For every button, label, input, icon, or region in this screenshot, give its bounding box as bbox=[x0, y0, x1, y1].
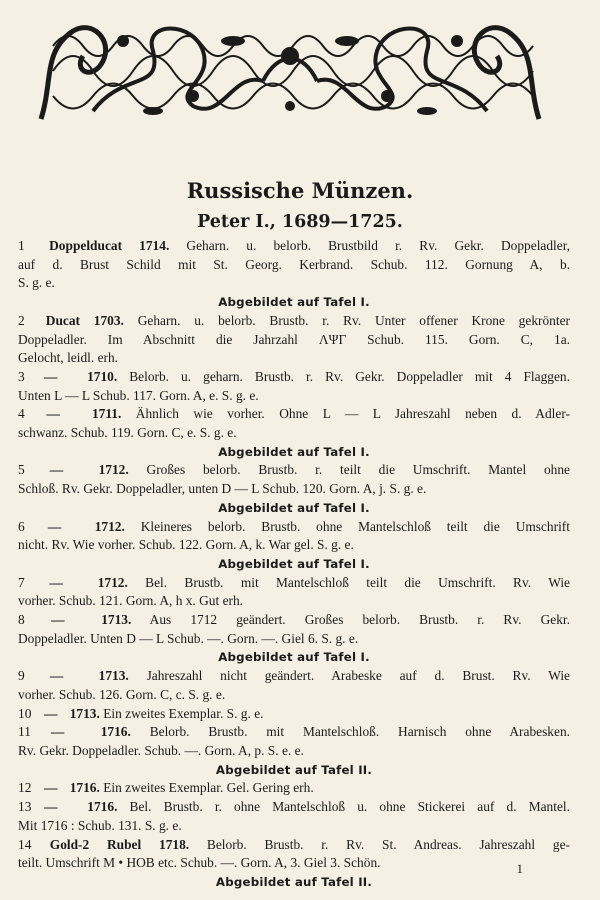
catalogue-entries bbox=[18, 237, 570, 892]
entry-number: 10 bbox=[18, 705, 32, 721]
ditto-dash: — bbox=[44, 705, 58, 721]
entry-text: Belorb. Brustb. mit Mantelschloß. Harnisch ohne Arabesken. bbox=[130, 724, 570, 740]
entry-line bbox=[18, 854, 570, 873]
catalogue-entry bbox=[18, 237, 570, 312]
catalogue-entry bbox=[18, 779, 570, 798]
plate-reference: Abgebildet auf Tafel I. bbox=[218, 444, 370, 459]
entry-line bbox=[18, 349, 570, 368]
entry-text: Gelocht, leidl. erh. bbox=[18, 350, 119, 366]
coin-designation: 1712. bbox=[98, 462, 129, 478]
coin-designation: Gold-2 Rubel 1718. bbox=[49, 836, 190, 852]
entry-text: Geharn. u. belorb. Brustbild r. Rv. Gekr. Doppeladler, bbox=[169, 238, 570, 253]
entry-text: teilt. Umschrift M • HOB etc. Schub. —. Gorn. A, 3. Giel 3. Schön. bbox=[18, 855, 381, 871]
entry-line bbox=[18, 536, 570, 555]
entry-first-line bbox=[18, 798, 570, 817]
entry-text: Aus 1712 geändert. Großes belorb. Brustb. r. Rv. Gekr. bbox=[131, 612, 570, 628]
entry-text: Großes belorb. Brustb. r. teilt die Umschrift. Mantel ohne bbox=[128, 462, 570, 478]
entry-number: 9 bbox=[18, 668, 25, 684]
entry-first-line bbox=[18, 779, 570, 798]
ditto-dash: — bbox=[44, 799, 58, 815]
plate-reference: Abgebildet auf Tafel II. bbox=[215, 762, 373, 777]
entry-number: 1 bbox=[18, 238, 25, 253]
entry-line bbox=[18, 331, 570, 350]
entry-number: 14 bbox=[18, 836, 32, 852]
coin-designation: 1712. bbox=[94, 518, 125, 534]
coin-designation: 1711. bbox=[91, 406, 122, 422]
entry-text: Unten L — L Schub. 117. Gorn. A, e. S. g. e. bbox=[18, 387, 259, 403]
entry-line bbox=[18, 592, 570, 611]
entry-line bbox=[18, 686, 570, 705]
coin-designation: 1716. bbox=[69, 780, 100, 796]
plate-reference: Abgebildet auf Tafel I. bbox=[218, 500, 370, 515]
catalogue-entry bbox=[18, 574, 570, 611]
plate-reference: Abgebildet auf Tafel I. bbox=[218, 295, 370, 310]
entry-first-line bbox=[18, 611, 570, 630]
coin-designation: 1716. bbox=[100, 724, 131, 740]
coin-designation: Ducat 1703. bbox=[45, 312, 124, 328]
entry-text: Geharn. u. belorb. Brustb. r. Rv. Unter offener Krone gekrönter bbox=[123, 312, 570, 328]
entry-line bbox=[18, 480, 570, 499]
entry-number: 2 bbox=[18, 312, 25, 328]
entry-text: auf d. Brust Schild mit St. Georg. Kerbrand. Schub. 112. Gornung A, b. bbox=[18, 256, 570, 272]
entry-text: Bel. Brustb. r. ohne Mantelschloß u. ohne Stickerei auf d. Mantel. bbox=[117, 799, 570, 815]
coin-designation: Doppelducat 1714. bbox=[49, 238, 170, 253]
entry-line bbox=[18, 387, 570, 406]
entry-text: Schloß. Rv. Gekr. Doppeladler, unten D — L Schub. 120. Gorn. A, j. S. g. e. bbox=[18, 481, 427, 497]
ditto-dash: — bbox=[46, 406, 60, 422]
entry-line bbox=[18, 256, 570, 275]
entry-text: vorher. Schub. 126. Gorn. C, c. S. g. e. bbox=[18, 686, 226, 702]
catalogue-entry bbox=[18, 312, 570, 368]
entry-first-line bbox=[18, 723, 570, 742]
entry-first-line bbox=[18, 461, 570, 480]
catalogue-entry bbox=[18, 368, 570, 405]
entry-first-line bbox=[18, 237, 570, 256]
catalogue-entry bbox=[18, 518, 570, 574]
entry-text: nicht. Rv. Wie vorher. Schub. 122. Gorn. A, k. War gel. S. g. e. bbox=[18, 537, 354, 553]
entry-number: 7 bbox=[18, 574, 25, 590]
entry-number: 6 bbox=[18, 518, 25, 534]
entry-text: Doppeladler. Im Abschnitt die Jahrzahl ΛΨΓ Schub. 115. Gorn. C, 1a. bbox=[18, 331, 570, 347]
entry-first-line bbox=[18, 405, 570, 424]
ditto-dash: — bbox=[51, 612, 65, 628]
page-number: 1 bbox=[516, 861, 523, 876]
coin-designation: 1713. bbox=[101, 612, 132, 628]
entry-first-line bbox=[18, 705, 570, 724]
ditto-dash: — bbox=[50, 724, 65, 740]
entry-text: Belorb. Brustb. r. Rv. St. Andreas. Jahreszahl ge- bbox=[189, 836, 570, 852]
entry-text: Mit 1716 : Schub. 131. S. g. e. bbox=[18, 817, 182, 833]
ditto-dash: — bbox=[47, 518, 62, 534]
plate-reference: Abgebildet auf Tafel I. bbox=[218, 650, 370, 665]
entry-first-line bbox=[18, 574, 570, 593]
entry-text: schwanz. Schub. 119. Gorn. C, e. S. g. e. bbox=[18, 425, 237, 441]
section-subtitle: Peter I., 1689—1725. bbox=[197, 212, 403, 232]
ditto-dash: — bbox=[49, 574, 63, 590]
catalogue-entry bbox=[18, 611, 570, 667]
ornament-header-icon bbox=[33, 11, 547, 127]
coin-designation: 1712. bbox=[97, 574, 128, 590]
entry-number: 8 bbox=[18, 612, 25, 628]
entry-text: Jahreszahl nicht geändert. Arabeske auf d. Brust. Rv. Wie bbox=[128, 668, 570, 684]
entry-first-line bbox=[18, 368, 570, 387]
coin-designation: 1710. bbox=[87, 368, 118, 384]
entry-text: vorher. Schub. 121. Gorn. A, h x. Gut erh. bbox=[18, 593, 244, 609]
page-title: Russische Münzen. bbox=[186, 178, 414, 203]
entry-line bbox=[18, 424, 570, 443]
entry-text: Ein zweites Exemplar. S. g. e. bbox=[99, 705, 264, 721]
ditto-dash: — bbox=[44, 780, 58, 796]
entry-text: Ein zweites Exemplar. Gel. Gering erh. bbox=[99, 780, 314, 796]
plate-reference: Abgebildet auf Tafel I. bbox=[218, 556, 370, 571]
entry-line bbox=[18, 742, 570, 761]
entry-first-line bbox=[18, 518, 570, 537]
entry-first-line bbox=[18, 836, 570, 855]
ditto-dash: — bbox=[49, 462, 64, 478]
entry-text: Bel. Brustb. mit Mantelschloß teilt die Umschrift. Rv. Wie bbox=[127, 574, 570, 590]
catalogue-entry bbox=[18, 836, 570, 892]
entry-text: Rv. Gekr. Doppeladler. Schub. —. Gorn. A, p. S. e. e. bbox=[18, 742, 304, 758]
coin-designation: 1713. bbox=[98, 668, 129, 684]
catalogue-entry bbox=[18, 667, 570, 704]
ditto-dash: — bbox=[44, 368, 58, 384]
catalogue-entry bbox=[18, 798, 570, 835]
catalogue-entry bbox=[18, 705, 570, 724]
coin-designation: 1713. bbox=[69, 705, 100, 721]
entry-line bbox=[18, 274, 570, 293]
entry-number: 3 bbox=[18, 368, 25, 384]
coin-designation: 1716. bbox=[87, 799, 118, 815]
catalogue-entry bbox=[18, 723, 570, 779]
catalogue-entry bbox=[18, 461, 570, 517]
catalogue-entry bbox=[18, 405, 570, 461]
entry-text: S. g. e. bbox=[18, 275, 55, 291]
entry-first-line bbox=[18, 312, 570, 331]
plate-reference: Abgebildet auf Tafel II. bbox=[215, 874, 373, 889]
entry-line bbox=[18, 817, 570, 836]
entry-first-line bbox=[18, 667, 570, 686]
entry-line bbox=[18, 630, 570, 649]
entry-number: 13 bbox=[18, 799, 32, 815]
entry-number: 11 bbox=[18, 724, 31, 740]
entry-text: Belorb. u. geharn. Brustb. r. Rv. Gekr. Doppeladler mit 4 Flaggen. bbox=[117, 368, 570, 384]
entry-text: Ähnlich wie vorher. Ohne L — L Jahreszahl neben d. Adler- bbox=[121, 406, 570, 422]
entry-text: Kleineres belorb. Brustb. ohne Mantelschloß teilt die Umschrift bbox=[124, 518, 570, 534]
entry-number: 5 bbox=[18, 462, 25, 478]
entry-number: 12 bbox=[18, 780, 32, 796]
entry-text: Doppeladler. Unten D — L Schub. —. Gorn. —. Giel 6. S. g. e. bbox=[18, 630, 359, 646]
entry-number: 4 bbox=[18, 406, 25, 422]
ditto-dash: — bbox=[49, 668, 64, 684]
